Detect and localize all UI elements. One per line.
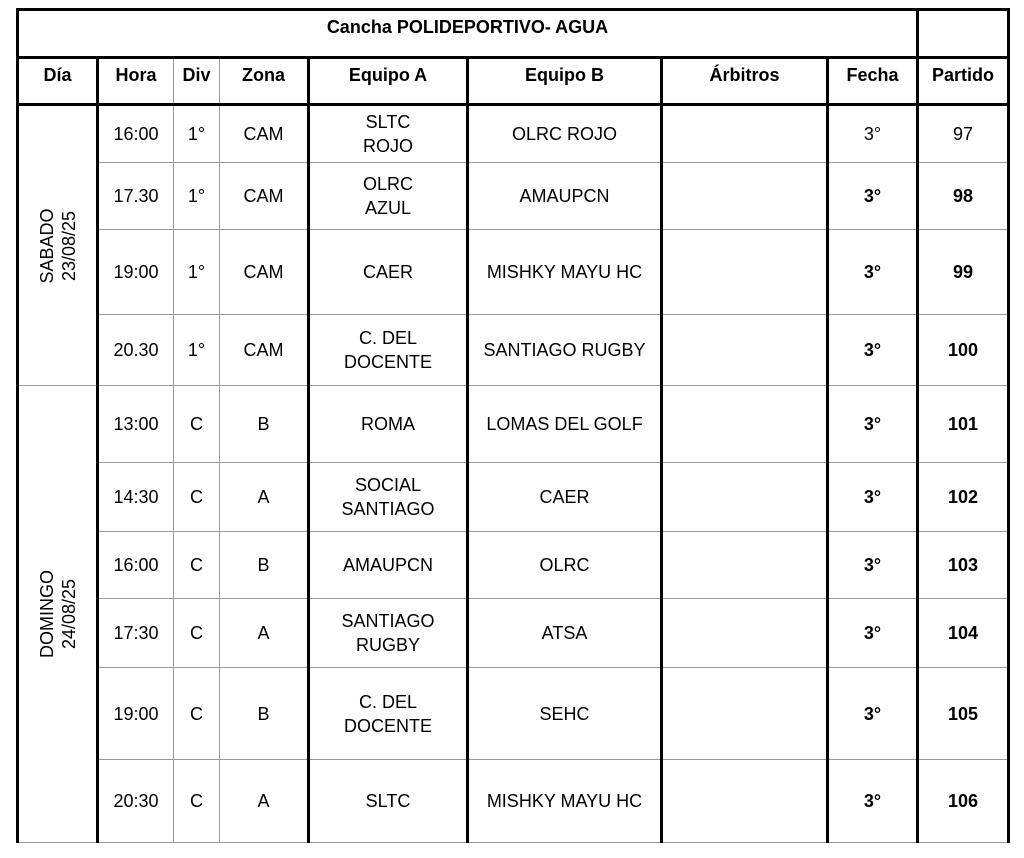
- div-cell: C: [174, 760, 220, 843]
- arbitros-cell: [662, 599, 828, 668]
- table-row: [18, 668, 1009, 760]
- equipo-a-cell: CAER: [309, 230, 468, 315]
- day-name: DOMINGO: [36, 570, 57, 658]
- header-row: [18, 58, 1009, 105]
- table-row: [18, 463, 1009, 532]
- hora-cell: 16:00: [98, 105, 174, 163]
- col-header-hora: Hora: [98, 58, 174, 105]
- day-cell: [18, 105, 98, 386]
- fecha-cell: 3°: [828, 163, 918, 230]
- zona-cell: B: [220, 532, 309, 599]
- hora-cell: 17.30: [98, 163, 174, 230]
- arbitros-cell: [662, 386, 828, 463]
- zona-cell: CAM: [220, 105, 309, 163]
- day-date: 24/08/25: [58, 578, 79, 650]
- hora-cell: 13:00: [98, 386, 174, 463]
- equipo-a-cell: OLRC AZUL: [309, 163, 468, 230]
- col-header-div: Div: [174, 58, 220, 105]
- arbitros-cell: [662, 315, 828, 386]
- col-header-equipo-a: Equipo A: [309, 58, 468, 105]
- zona-cell: A: [220, 760, 309, 843]
- fecha-cell: 3°: [828, 463, 918, 532]
- col-header-equipo-b: Equipo B: [468, 58, 662, 105]
- zona-cell: B: [220, 386, 309, 463]
- col-header-arbitros: Árbitros: [662, 58, 828, 105]
- hora-cell: 20:30: [98, 760, 174, 843]
- div-cell: 1°: [174, 230, 220, 315]
- table-row: [18, 599, 1009, 668]
- table-row: [18, 230, 1009, 315]
- div-cell: 1°: [174, 315, 220, 386]
- div-cell: C: [174, 463, 220, 532]
- hora-cell: 20.30: [98, 315, 174, 386]
- hora-cell: 16:00: [98, 532, 174, 599]
- partido-cell: 101: [918, 386, 1009, 463]
- arbitros-cell: [662, 668, 828, 760]
- div-cell: C: [174, 668, 220, 760]
- title-row: [18, 10, 1009, 58]
- day-cell: [18, 386, 98, 843]
- arbitros-cell: [662, 230, 828, 315]
- day-label-group: [36, 570, 80, 658]
- table-row: [18, 532, 1009, 599]
- col-header-dia: Día: [18, 58, 98, 105]
- fecha-cell: 3°: [828, 105, 918, 163]
- hora-cell: 14:30: [98, 463, 174, 532]
- arbitros-cell: [662, 532, 828, 599]
- day-date: 23/08/25: [58, 210, 79, 281]
- equipo-b-cell: MISHKY MAYU HC: [468, 230, 662, 315]
- table-row: [18, 163, 1009, 230]
- partido-cell: 97: [918, 105, 1009, 163]
- partido-cell: 103: [918, 532, 1009, 599]
- col-header-zona: Zona: [220, 58, 309, 105]
- fecha-cell: 3°: [828, 760, 918, 843]
- equipo-a-cell: C. DEL DOCENTE: [309, 668, 468, 760]
- zona-cell: A: [220, 463, 309, 532]
- table-row: [18, 315, 1009, 386]
- arbitros-cell: [662, 105, 828, 163]
- arbitros-cell: [662, 463, 828, 532]
- sheet-title: Cancha POLIDEPORTIVO- AGUA: [18, 10, 918, 58]
- zona-cell: CAM: [220, 230, 309, 315]
- equipo-a-cell: SLTC ROJO: [309, 105, 468, 163]
- partido-cell: 99: [918, 230, 1009, 315]
- fecha-cell: 3°: [828, 668, 918, 760]
- equipo-b-cell: AMAUPCN: [468, 163, 662, 230]
- div-cell: C: [174, 599, 220, 668]
- arbitros-cell: [662, 163, 828, 230]
- equipo-b-cell: SEHC: [468, 668, 662, 760]
- equipo-b-cell: OLRC: [468, 532, 662, 599]
- col-header-partido: Partido: [918, 58, 1009, 105]
- equipo-b-cell: LOMAS DEL GOLF: [468, 386, 662, 463]
- equipo-a-cell: ROMA: [309, 386, 468, 463]
- div-cell: 1°: [174, 163, 220, 230]
- zona-cell: CAM: [220, 315, 309, 386]
- day-name: SABADO: [36, 207, 57, 284]
- equipo-b-cell: ATSA: [468, 599, 662, 668]
- equipo-a-cell: SANTIAGO RUGBY: [309, 599, 468, 668]
- fecha-cell: 3°: [828, 230, 918, 315]
- col-header-fecha: Fecha: [828, 58, 918, 105]
- table-row: [18, 105, 1009, 163]
- equipo-b-cell: MISHKY MAYU HC: [468, 760, 662, 843]
- table-row: [18, 760, 1009, 843]
- hora-cell: 17:30: [98, 599, 174, 668]
- zona-cell: A: [220, 599, 309, 668]
- div-cell: C: [174, 532, 220, 599]
- partido-cell: 104: [918, 599, 1009, 668]
- hora-cell: 19:00: [98, 668, 174, 760]
- fecha-cell: 3°: [828, 315, 918, 386]
- day-label-group: [36, 208, 80, 283]
- hora-cell: 19:00: [98, 230, 174, 315]
- schedule-table: [16, 8, 1010, 843]
- partido-cell: 105: [918, 668, 1009, 760]
- fecha-cell: 3°: [828, 599, 918, 668]
- title-empty-cell: [918, 10, 1009, 58]
- arbitros-cell: [662, 760, 828, 843]
- div-cell: 1°: [174, 105, 220, 163]
- equipo-a-cell: SOCIAL SANTIAGO: [309, 463, 468, 532]
- equipo-b-cell: SANTIAGO RUGBY: [468, 315, 662, 386]
- table-row: [18, 386, 1009, 463]
- partido-cell: 106: [918, 760, 1009, 843]
- equipo-b-cell: CAER: [468, 463, 662, 532]
- equipo-a-cell: C. DEL DOCENTE: [309, 315, 468, 386]
- partido-cell: 98: [918, 163, 1009, 230]
- zona-cell: B: [220, 668, 309, 760]
- div-cell: C: [174, 386, 220, 463]
- equipo-a-cell: AMAUPCN: [309, 532, 468, 599]
- partido-cell: 100: [918, 315, 1009, 386]
- fecha-cell: 3°: [828, 386, 918, 463]
- fecha-cell: 3°: [828, 532, 918, 599]
- equipo-b-cell: OLRC ROJO: [468, 105, 662, 163]
- partido-cell: 102: [918, 463, 1009, 532]
- equipo-a-cell: SLTC: [309, 760, 468, 843]
- zona-cell: CAM: [220, 163, 309, 230]
